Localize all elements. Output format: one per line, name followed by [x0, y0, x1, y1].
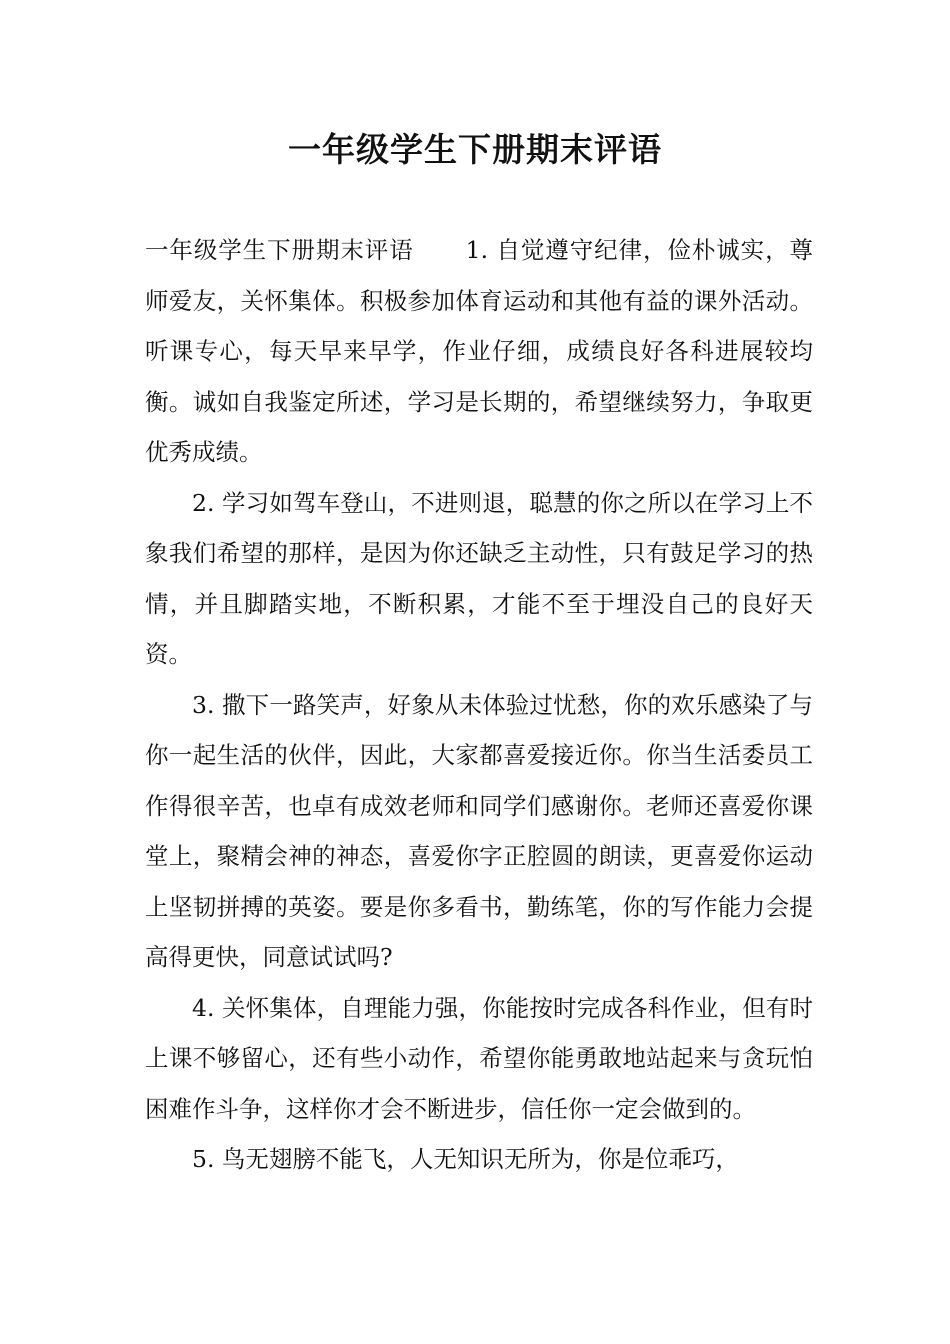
paragraph-1-text: 1. 自觉遵守纪律，俭朴诚实，尊师爱友，关怀集体。积极参加体育运动和其他有益的课外活动。听课专心，每天早来早学，作业仔细，成绩良好各科进展较均衡。诚如自我鉴定所述，学习是长期的，希望继续努力，争取更优秀成绩。 — [145, 236, 813, 466]
lead-heading: 一年级学生下册期末评语 — [145, 236, 414, 264]
paragraph-2: 2. 学习如驾车登山，不进则退，聪慧的你之所以在学习上不象我们希望的那样，是因为你还缺乏主动性，只有鼓足学习的热情，并且脚踏实地，不断积累，才能不至于埋没自己的良好天资。 — [145, 488, 813, 668]
paragraph-4: 4. 关怀集体，自理能力强，你能按时完成各科作业，但有时上课不够留心，还有些小动作，希望你能勇敢地站起来与贪玩怕困难作斗争，这样你才会不断进步，信任你一定会做到的。 — [145, 993, 813, 1123]
paragraph-1 — [145, 225, 813, 478]
document-title: 一年级学生下册期末评语 — [288, 130, 662, 169]
paragraph-3: 3. 撒下一路笑声，好象从未体验过忧愁，你的欢乐感染了与你一起生活的伙伴，因此，大家都喜爱接近你。你当生活委员工作得很辛苦，也卓有成效老师和同学们感谢你。老师还喜爱你课堂上，聚精会神的神态，喜爱你字正腔圆的朗读，更喜爱你运动上坚韧拼搏的英姿。要是你多看书，勤练笔，你的写作能力会提高得更快，同意试试吗? — [145, 690, 813, 971]
document-body — [145, 225, 813, 1185]
paragraph-5: 5. 鸟无翅膀不能飞，人无知识无所为，你是位乖巧， — [192, 1145, 739, 1173]
